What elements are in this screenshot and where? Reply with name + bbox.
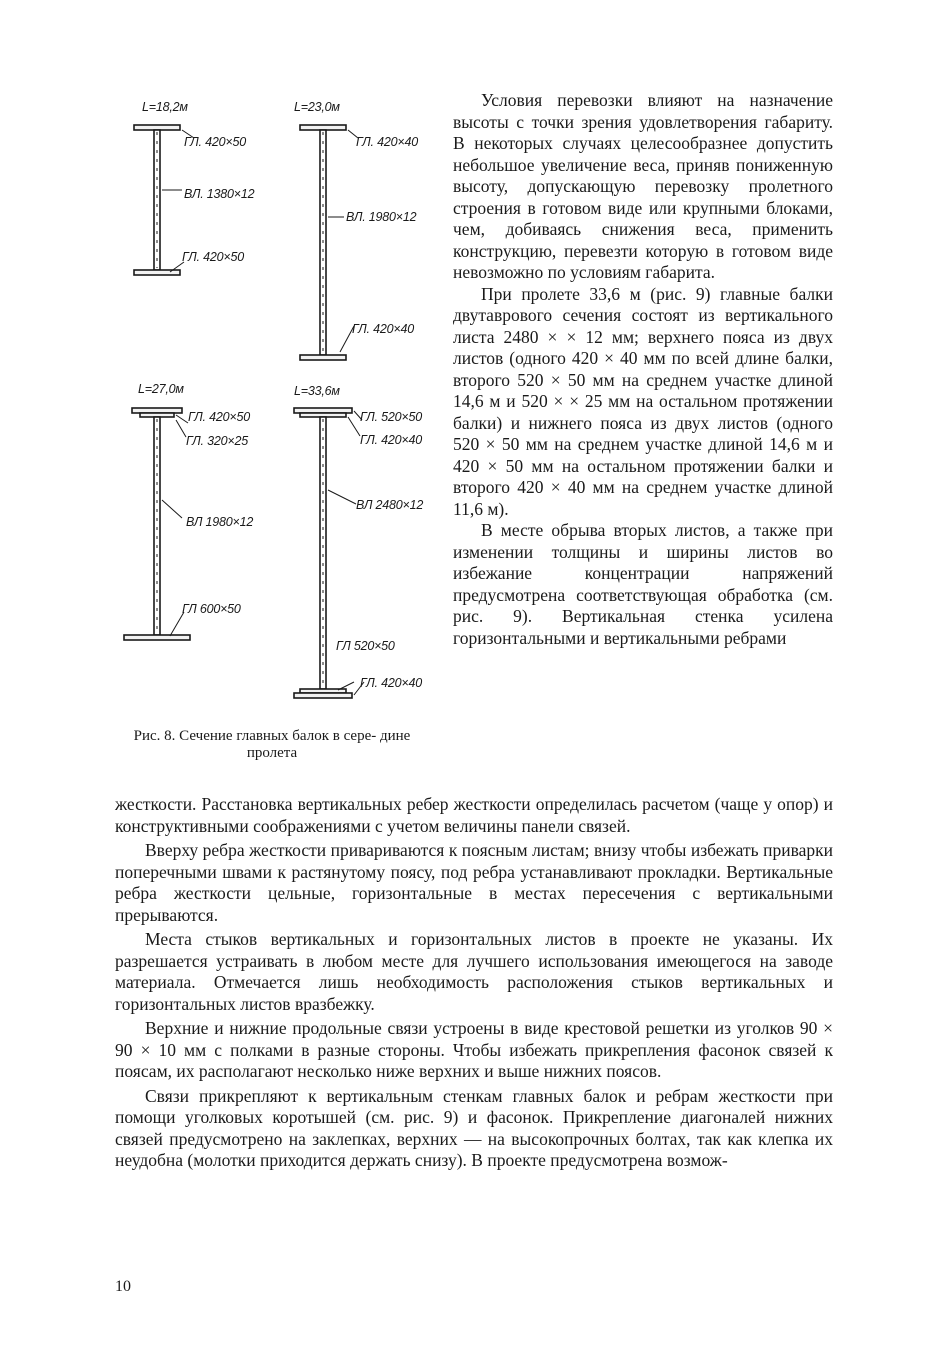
beam3-top-flange-label: ГЛ. 420×50 [188,410,250,424]
page-number: 10 [115,1278,131,1295]
beam4-top-cover-label: ГЛ. 520×50 [360,410,422,424]
beam1-span-label: L=18,2м [142,100,188,114]
right-column-text [453,90,833,649]
beam4-bottom-flange-label: ГЛ. 420×40 [360,676,422,690]
paragraph-continuation: жесткости. Расстановка вертикальных ребер жесткости определилась расчетом (чаще у опор) и конструктивными соображениями с учетом величины панели связей. [115,794,833,836]
beam1-top-flange-label: ГЛ. 420×50 [184,135,246,149]
beam1-web-label: ВЛ. 1380×12 [184,187,255,201]
beam2-bottom-flange-label: ГЛ. 420×40 [352,322,414,336]
figure-caption: Рис. 8. Сечение главных балок в сере- дине пролета [133,728,411,761]
paragraph: В месте обрыва вторых листов, а также при изменении толщины и ширины листов во избежание концентрации напряжений предусмотрена соответствующая обработка (см. рис. 9). Вертикальная стенка усилена горизонтальными и вертикальными ребрами [453,520,833,648]
beam2-top-flange-label: ГЛ. 420×40 [356,135,418,149]
paragraph: Условия перевозки влияют на назначение высоты с точки зрения удовлетворения габариту. В некоторых случаях целесообразнее допустить небольшое увеличение веса, приняв пониженную высоту, допускающую перевозку пролетного строения в готовом виде или крупными блоками, чем, добиваясь снижения веса, применить конструкцию, перевезти которую в готовом виде невозможно по условиям габарита. [453,90,833,282]
paragraph: Вверху ребра жесткости привариваются к поясным листам; внизу чтобы избежать приварки поперечными швами к растянутому поясу, под ребра устанавливают прокладки. Вертикальные ребра жесткости цельные, горизонтальные в местах пересечения с вертикальными прерываются. [115,840,833,925]
beam4-web-label: ВЛ 2480×12 [356,498,424,512]
full-width-text [115,794,833,1175]
beam2-web-label: ВЛ. 1980×12 [346,210,417,224]
paragraph: Места стыков вертикальных и горизонтальных листов в проекте не указаны. Их разрешается устраивать в любом месте для лучшего использования имеющегося на заводе материала. Отмечается лишь необходимость расположения стыков вертикальных и горизонтальных листов вразбежку. [115,929,833,1014]
beam3-span-label: L=27,0м [138,382,184,396]
beam1-bottom-flange-label: ГЛ. 420×50 [182,250,244,264]
paragraph: Верхние и нижние продольные связи устроены в виде крестовой решетки из уголков 90 × 90 × 10 мм с полками в разные стороны. Чтобы избежать прикрепления фасонок связей к поясам, их располагают несколько ниже верхних и выше нижних поясов. [115,1018,833,1081]
beam-sections-drawing [110,90,450,720]
beam3-cover-plate-label: ГЛ. 320×25 [186,434,248,448]
figure-beam-sections [110,90,450,770]
beam4-span-label: L=33,6м [294,384,340,398]
paragraph: Связи прикрепляют к вертикальным стенкам главных балок и ребрам жесткости при помощи уголковых коротышей (см. рис. 9) и фасонок. Прикрепление диагоналей нижних связей предусмотрено на заклепках, верхних — на высокопрочных болтах, так как клепка их неудобна (молотки приходится держать снизу). В проекте предусмотрена возмож- [115,1085,833,1170]
beam4-bottom-cover-label: ГЛ 520×50 [336,639,395,653]
beam3-web-label: ВЛ 1980×12 [186,515,254,529]
beam2-span-label: L=23,0м [294,100,340,114]
beam3-bottom-flange-label: ГЛ 600×50 [182,602,241,616]
paragraph: При пролете 33,6 м (рис. 9) главные балки двутаврового сечения состоят из вертикального листа 2480 × × 12 мм; верхнего пояса из двух листов (одного 420 × 40 мм по всей длине балки, второго 520 × 50 мм на среднем участке длиной 14,6 м и 520 × × 25 мм на остальном протяжении балки) и нижнего пояса из двух листов (одного 520 × 50 мм на среднем участке длиной 14,6 м и 420 × 50 мм на остальном протяжении балки и второго 420 × 40 мм на среднем участке длиной 11,6 м). [453,283,833,519]
beam4-top-flange-label: ГЛ. 420×40 [360,433,422,447]
